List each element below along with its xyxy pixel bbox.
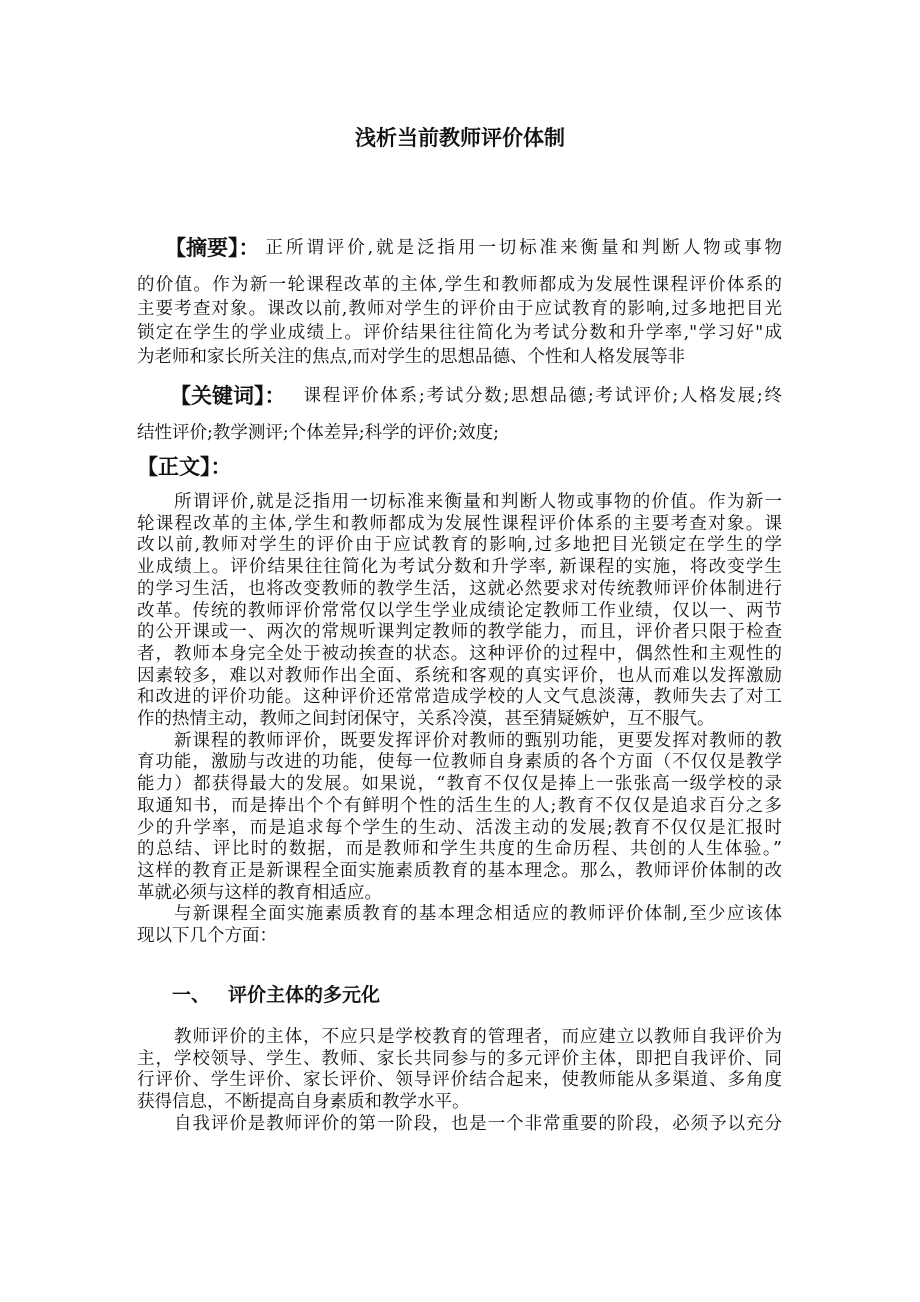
paragraph-line: 这样的教育正是新课程全面实施素质教育的基本理念。那么，教师评价体制的改 [137, 860, 782, 881]
keywords-label: 【关键词】： [170, 384, 286, 408]
keywords-line: 结性评价;教学测评;个体差异;科学的评价;效度; [137, 423, 499, 443]
paragraph-line: 业成绩上。评价结果往往简化为考试分数和升学率, 新课程的实施，将改变学生 [137, 557, 782, 578]
paragraph-line: 教师评价的主体，不应只是学校教育的管理者，而应建立以教师自我评价为 [174, 1027, 782, 1047]
paragraph-line: 新课程的教师评价，既要发挥评价对教师的甄别功能，更要发挥对教师的教 [174, 730, 782, 751]
body-label: 【正文】： [137, 455, 232, 479]
paragraph-line: 者，教师本身完全处于被动挨查的状态。这种评价的过程中，偶然性和主观性的 [137, 643, 782, 664]
section-title: 评价主体的多元化 [228, 984, 381, 1006]
paragraph-line: 改革。传统的教师评价常常仅以学生学业成绩论定教师工作业绩，仅以一、两节 [137, 600, 782, 621]
paragraph-line: 少的升学率，而是追求每个学生的生动、活泼主动的发展;教育不仅仅是汇报时 [137, 817, 782, 838]
paragraph-line: 革就必须与这样的教育相适应。 [137, 882, 382, 903]
keywords-first-line [170, 383, 782, 409]
paragraph-line: 所谓评价,就是泛指用一切标准来衡量和判断人物或事物的价值。作为新一 [174, 492, 782, 512]
abstract-label: 【摘要】： [165, 236, 260, 260]
abstract-text: 正所谓评价,就是泛指用一切标准来衡量和判断人物或事物 [265, 238, 782, 258]
paragraph-line: 现以下几个方面： [137, 926, 277, 946]
paragraph-line: 的学习生活，也将改变教师的教学生活，这就必然要求对传统教师评价体制进行 [137, 578, 782, 599]
paragraph-line: 因素较多，难以对教师作出全面、系统和客观的真实评价，也从而难以发挥激励 [137, 665, 782, 686]
section-number: 一、 [172, 984, 211, 1006]
abstract-first-line [165, 235, 782, 261]
paragraph-line: 和改进的评价功能。这种评价还常常造成学校的人文气息淡薄，教师失去了对工 [137, 687, 782, 708]
paragraph-line: 的公开课或一、两次的常规听课判定教师的教学能力，而且，评价者只限于检查 [137, 622, 782, 643]
document-title: 浅析当前教师评价体制 [355, 126, 565, 150]
abstract-line: 主要考查对象。课改以前,教师对学生的评价由于应试教育的影响,过多地把目光 [137, 299, 782, 319]
paragraph-line: 的总结、评比时的数据，而是教师和学生共度的生命历程、共创的人生体验。” [137, 839, 782, 860]
keywords-text: 课程评价体系;考试分数;思想品德;考试评价;人格发展;终 [303, 386, 782, 406]
abstract-line: 的价值。作为新一轮课程改革的主体,学生和教师都成为发展性课程评价体系的 [137, 275, 782, 295]
paragraph-line: 改以前,教师对学生的评价由于应试教育的影响,过多地把目光锁定在学生的学 [137, 535, 782, 556]
paragraph-line: 获得信息，不断提高自身素质和教学水平。 [137, 1092, 470, 1113]
abstract-line: 为老师和家长所关注的焦点,而对学生的思想品德、个性和人格发展等非 [137, 347, 686, 367]
paragraph-line: 行评价、学生评价、家长评价、领导评价结合起来，使教师能从多渠道、多角度 [137, 1070, 782, 1091]
paragraph-line: 取通知书，而是捧出个个有鲜明个性的活生生的人;教育不仅仅是追求百分之多 [137, 795, 782, 816]
abstract-line: 锁定在学生的学业成绩上。评价结果往往简化为考试分数和升学率,"学习好"成 [137, 323, 782, 343]
paragraph-line: 主，学校领导、学生、教师、家长共同参与的多元评价主体，即把自我评价、同 [137, 1048, 782, 1069]
paragraph-line: 育功能，激励与改进的功能，使每一位教师自身素质的各个方面（不仅仅是教学 [137, 752, 782, 773]
section-heading [172, 983, 380, 1007]
paragraph-line: 作的热情主动，教师之间封闭保守，关系冷漠，甚至猜疑嫉妒，互不服气。 [137, 709, 715, 729]
paragraph-line: 与新课程全面实施素质教育的基本理念相适应的教师评价体制,至少应该体 [174, 904, 782, 925]
paragraph-line: 自我评价是教师评价的第一阶段，也是一个非常重要的阶段，必须予以充分 [174, 1113, 782, 1134]
paragraph-line: 能力）都获得最大的发展。如果说，“教育不仅仅是捧上一张张高一级学校的录 [137, 774, 782, 795]
paragraph-line: 轮课程改革的主体,学生和教师都成为发展性课程评价体系的主要考查对象。课 [137, 513, 782, 534]
